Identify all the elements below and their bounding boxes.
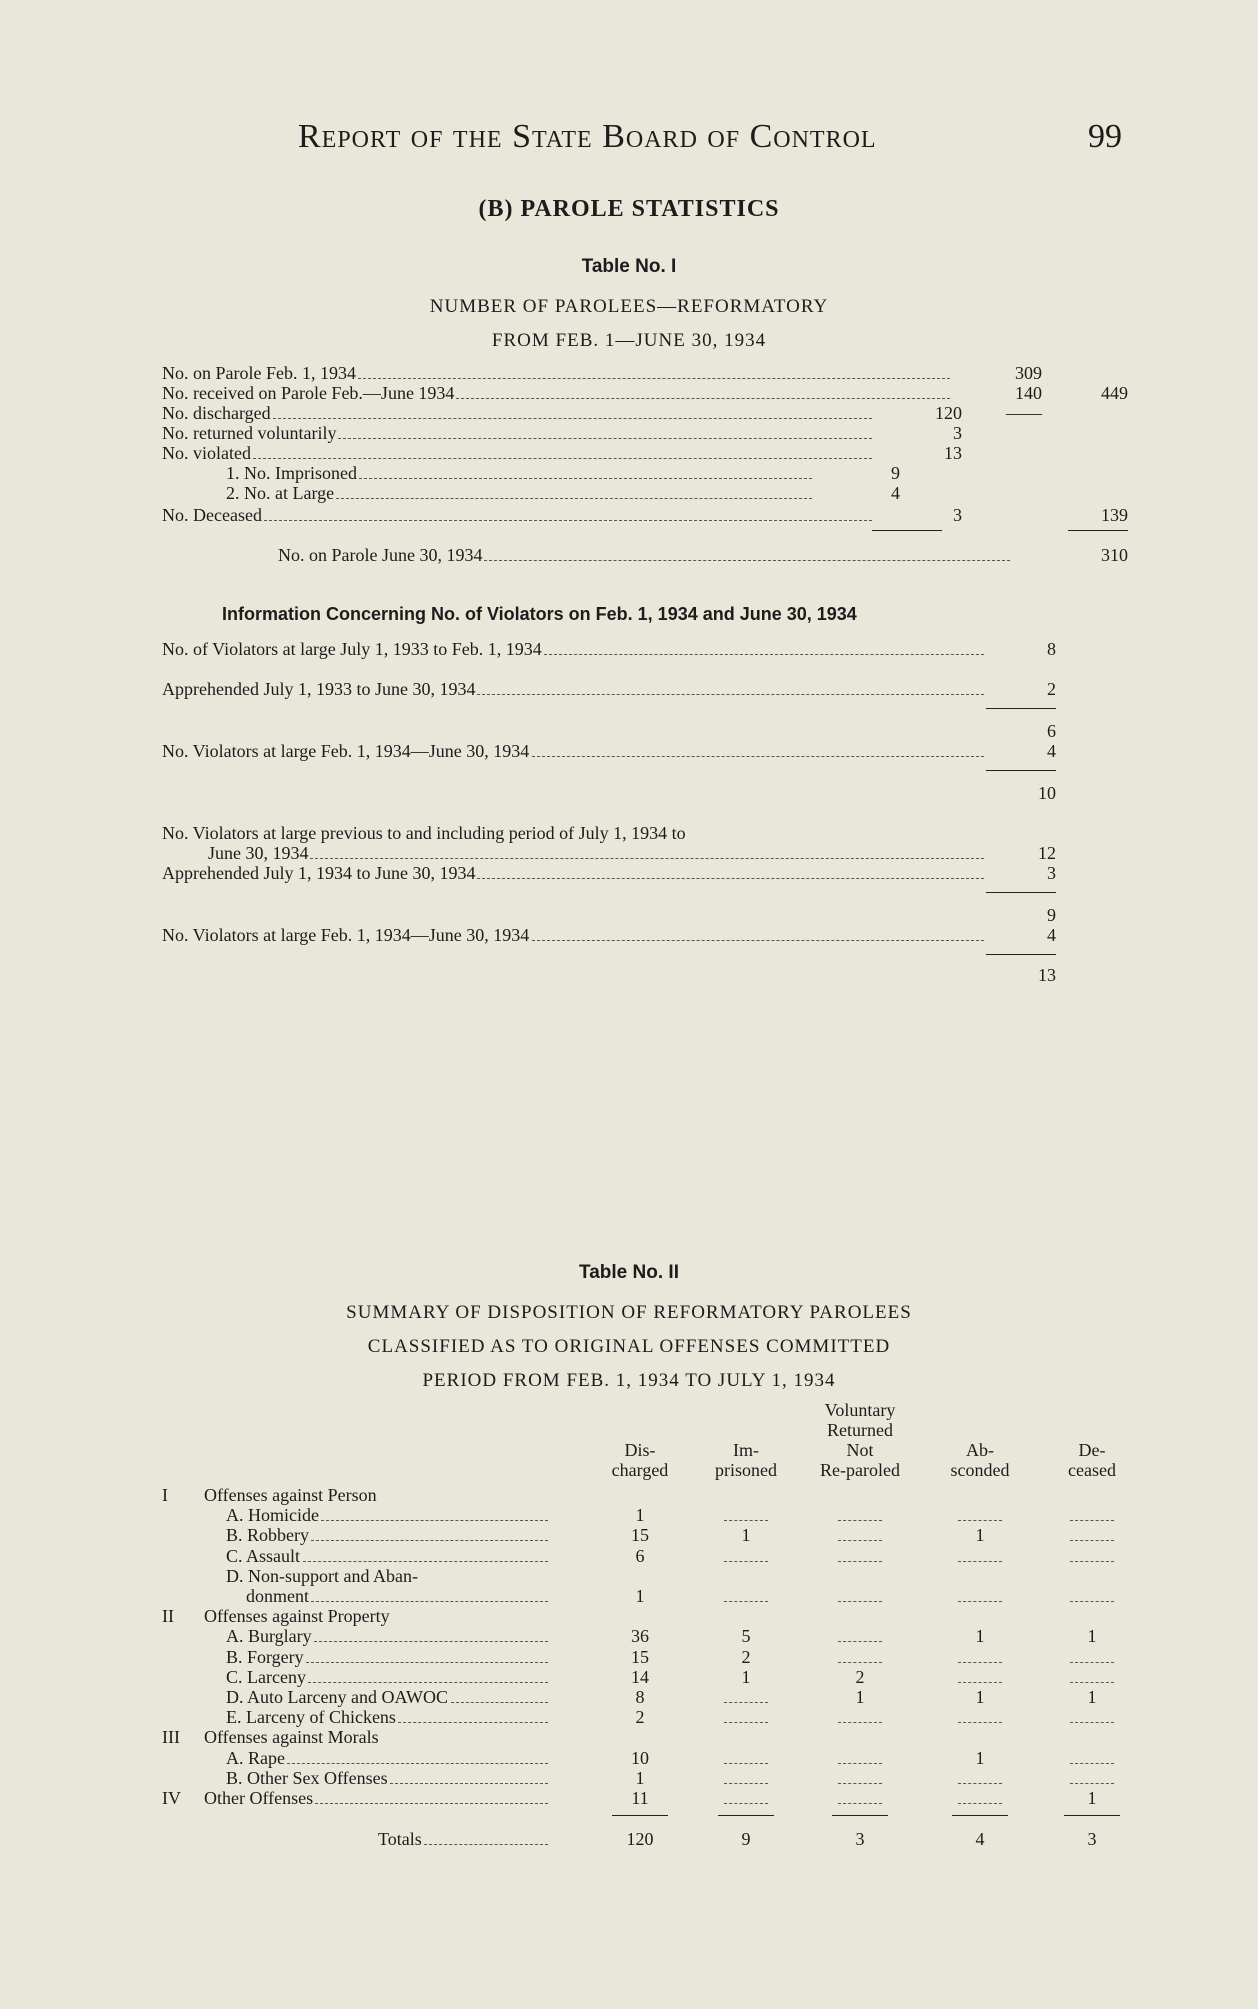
violators-row <box>0 842 1258 864</box>
dot-leader <box>253 458 872 459</box>
table2-row <box>0 1787 1258 1809</box>
empty-cell-dash <box>838 1561 882 1562</box>
dot-leader <box>336 498 812 499</box>
table1-value-c1: 120 <box>935 403 962 423</box>
table1-row <box>0 422 1258 444</box>
table2-row-label: C. Assault <box>226 1546 301 1566</box>
violators-row <box>0 904 1258 926</box>
empty-cell-dash <box>838 1662 882 1663</box>
violators-row-label: No. Violators at large Feb. 1, 1934—June 30, 1934 <box>162 741 530 761</box>
table2-cell: 1 <box>1087 1687 1097 1707</box>
dot-leader <box>321 1520 548 1521</box>
table2-header-line: De- <box>1078 1440 1106 1460</box>
table1-value-c0: 9 <box>891 463 900 483</box>
table2-total-cell: 9 <box>741 1829 751 1849</box>
table2-cell: 36 <box>631 1626 649 1646</box>
table2-cell: 1 <box>741 1667 751 1687</box>
sum-rule <box>952 1815 1008 1816</box>
table2-header-line: Not <box>846 1440 874 1460</box>
violators-row-value: 2 <box>1047 679 1056 699</box>
table2-row <box>0 1646 1258 1668</box>
empty-cell-dash <box>838 1520 882 1521</box>
table1-value-c3: 139 <box>1101 505 1128 525</box>
dot-leader <box>532 756 984 757</box>
violators-row-label: Apprehended July 1, 1933 to June 30, 1934 <box>162 679 476 699</box>
violators-row-value: 4 <box>1047 741 1056 761</box>
table2-row <box>0 1686 1258 1708</box>
table2-header-line: Returned <box>827 1420 893 1440</box>
table2-row <box>0 1767 1258 1789</box>
dot-leader <box>359 478 812 479</box>
empty-cell-dash <box>1070 1783 1114 1784</box>
table2-roman: I <box>162 1485 168 1505</box>
table1-row <box>0 362 1258 384</box>
dot-leader <box>314 1641 548 1642</box>
table2-caption-line3: PERIOD FROM FEB. 1, 1934 TO JULY 1, 1934 <box>422 1370 836 1391</box>
table2-column-header <box>686 1400 806 1480</box>
table2-row-label: A. Burglary <box>226 1626 312 1646</box>
table2-header-line: prisoned <box>715 1460 777 1480</box>
table2-row <box>0 1747 1258 1769</box>
sum-rule <box>986 954 1056 955</box>
table1-caption-line1: NUMBER OF PAROLEES—REFORMATORY <box>429 296 829 317</box>
table2-row <box>0 1625 1258 1647</box>
dot-leader <box>338 438 872 439</box>
table2-cell: 1 <box>635 1505 645 1525</box>
empty-cell-dash <box>1070 1540 1114 1541</box>
violators-row-value: 12 <box>1038 843 1056 863</box>
table2-row <box>0 1706 1258 1728</box>
table1-value-c1: 13 <box>944 443 962 463</box>
violators-row <box>0 822 1258 844</box>
dot-leader <box>315 1803 548 1804</box>
empty-cell-dash <box>1070 1763 1114 1764</box>
table2-roman: II <box>162 1606 174 1626</box>
table2-cell: 5 <box>741 1626 751 1646</box>
sum-rule <box>986 770 1056 771</box>
page-number: 99 <box>1088 118 1122 155</box>
table2-row-label: Offenses against Property <box>204 1606 390 1626</box>
dot-leader <box>311 1601 548 1602</box>
sum-rule <box>986 892 1056 893</box>
table2-header-line: Dis- <box>624 1440 656 1460</box>
table1-value-c2: 309 <box>1015 363 1042 383</box>
table1-value-c0: 4 <box>891 483 900 503</box>
table2-row-label: B. Other Sex Offenses <box>226 1768 388 1788</box>
table1-row-label: No. violated <box>162 443 251 463</box>
table2-row <box>0 1605 1258 1627</box>
table2-header-line: Ab- <box>966 1440 994 1460</box>
empty-cell-dash <box>838 1641 882 1642</box>
table2-row <box>0 1726 1258 1748</box>
running-title: Report of the State Board of Control <box>298 118 877 155</box>
table1-row-label: No. received on Parole Feb.—June 1934 <box>162 383 455 403</box>
violators-row <box>0 740 1258 762</box>
empty-cell-dash <box>838 1722 882 1723</box>
table1-value-c1: 3 <box>953 505 962 525</box>
table1-row <box>0 482 1258 504</box>
table2-header-line <box>686 1400 806 1420</box>
table2-row-label: A. Homicide <box>226 1505 319 1525</box>
table2-cell: 2 <box>741 1647 751 1667</box>
table1-row <box>0 462 1258 484</box>
violators-row <box>0 720 1258 742</box>
table2-totals-row <box>0 1828 1258 1850</box>
table2-row <box>0 1524 1258 1546</box>
table2-header-line <box>920 1420 1040 1440</box>
table2-column-header <box>1032 1400 1152 1480</box>
table1-row <box>0 504 1258 526</box>
table2-row-label: D. Auto Larceny and OAWOC <box>226 1687 449 1707</box>
empty-cell-dash <box>838 1540 882 1541</box>
table1-label: Table No. I <box>581 256 677 277</box>
dot-leader <box>303 1561 548 1562</box>
table2-totals-label: Totals <box>378 1829 422 1849</box>
table1-row <box>0 442 1258 464</box>
dot-leader <box>484 560 1010 561</box>
empty-cell-dash <box>1070 1722 1114 1723</box>
empty-cell-dash <box>958 1783 1002 1784</box>
table2-cell: 1 <box>635 1768 645 1788</box>
table2-row-label: donment <box>246 1586 309 1606</box>
table2-cell: 1 <box>975 1626 985 1646</box>
violators-row-value: 3 <box>1047 863 1056 883</box>
violators-row-label: No. Violators at large previous to and including period of July 1, 1934 to <box>162 823 686 843</box>
table2-cell: 15 <box>631 1525 649 1545</box>
violators-row <box>0 924 1258 946</box>
table2-row-label: C. Larceny <box>226 1667 306 1687</box>
empty-cell-dash <box>724 1561 768 1562</box>
table2-cell: 1 <box>975 1748 985 1768</box>
empty-cell-dash <box>958 1803 1002 1804</box>
table2-row <box>0 1585 1258 1607</box>
table1-value-c2: 140 <box>1015 383 1042 403</box>
empty-cell-dash <box>958 1682 1002 1683</box>
violators-row-value: 6 <box>1047 721 1056 741</box>
empty-cell-dash <box>1070 1662 1114 1663</box>
table2-cell: 2 <box>855 1667 865 1687</box>
dot-leader <box>308 1682 548 1683</box>
sum-rule <box>872 530 942 531</box>
table1-row-label: 2. No. at Large <box>226 483 335 503</box>
empty-cell-dash <box>724 1520 768 1521</box>
table2-cell: 10 <box>631 1748 649 1768</box>
table1-row-label: No. on Parole Feb. 1, 1934 <box>162 363 356 383</box>
table2-row-label: B. Robbery <box>226 1525 309 1545</box>
table2-caption-line1: SUMMARY OF DISPOSITION OF REFORMATORY PAROLEES <box>346 1302 912 1323</box>
table2-cell: 1 <box>975 1687 985 1707</box>
empty-cell-dash <box>1070 1520 1114 1521</box>
table2-header-line: ceased <box>1068 1460 1116 1480</box>
table1-total-value: 310 <box>1101 545 1128 565</box>
table2-row <box>0 1484 1258 1506</box>
dot-leader <box>390 1783 548 1784</box>
empty-cell-dash <box>1070 1561 1114 1562</box>
empty-cell-dash <box>1070 1601 1114 1602</box>
violators-info-heading: Information Concerning No. of Violators on Feb. 1, 1934 and June 30, 1934 <box>222 604 857 624</box>
violators-row-value: 4 <box>1047 925 1056 945</box>
dot-leader <box>477 694 984 695</box>
dot-leader <box>273 418 872 419</box>
table2-cell: 14 <box>631 1667 649 1687</box>
table2-row <box>0 1545 1258 1567</box>
empty-cell-dash <box>958 1722 1002 1723</box>
empty-cell-dash <box>724 1763 768 1764</box>
table2-header-line: Voluntary <box>824 1400 896 1420</box>
table2-column-header <box>580 1400 700 1480</box>
table1-total-label: No. on Parole June 30, 1934 <box>278 545 483 565</box>
violators-row-label: No. Violators at large Feb. 1, 1934—June 30, 1934 <box>162 925 530 945</box>
table2-caption-line2: CLASSIFIED AS TO ORIGINAL OFFENSES COMMITTED <box>367 1336 891 1357</box>
table2-column-header <box>800 1400 920 1480</box>
table2-row-label: D. Non-support and Aban- <box>226 1566 418 1586</box>
empty-cell-dash <box>724 1722 768 1723</box>
table1-value-c3: 449 <box>1101 383 1128 403</box>
table2-total-cell: 120 <box>626 1829 654 1849</box>
table2-column-header <box>920 1400 1040 1480</box>
violators-row-value: 9 <box>1047 905 1056 925</box>
table1-row <box>0 382 1258 404</box>
dot-leader <box>264 520 872 521</box>
empty-cell-dash <box>724 1783 768 1784</box>
table1-row-label: No. returned voluntarily <box>162 423 337 443</box>
empty-cell-dash <box>838 1803 882 1804</box>
table2-roman: IV <box>162 1788 181 1808</box>
table2-total-cell: 3 <box>855 1829 865 1849</box>
table2-cell: 2 <box>635 1707 645 1727</box>
table2-cell: 1 <box>855 1687 865 1707</box>
dot-leader <box>358 378 950 379</box>
table2-row <box>0 1565 1258 1587</box>
empty-cell-dash <box>1070 1682 1114 1683</box>
empty-cell-dash <box>724 1803 768 1804</box>
table2-header-line <box>920 1400 1040 1420</box>
table2-cell: 1 <box>975 1525 985 1545</box>
table1-value-c2: —— <box>1006 403 1042 423</box>
table2-header-line <box>1032 1420 1152 1440</box>
table2-header-line <box>1032 1400 1152 1420</box>
dot-leader <box>311 1540 548 1541</box>
violators-row <box>0 638 1258 660</box>
violators-row <box>0 678 1258 700</box>
table1-row <box>0 402 1258 424</box>
table2-cell: 6 <box>635 1546 645 1566</box>
table1-caption-line2: FROM FEB. 1—JUNE 30, 1934 <box>491 330 767 351</box>
dot-leader <box>398 1722 548 1723</box>
table2-cell: 1 <box>1087 1788 1097 1808</box>
violators-row-value: 8 <box>1047 639 1056 659</box>
dot-leader <box>310 858 984 859</box>
violators-row-value: 13 <box>1038 965 1056 985</box>
table2-cell: 1 <box>635 1586 645 1606</box>
table1-row-label: 1. No. Imprisoned <box>226 463 357 483</box>
table1-total-row <box>0 544 1258 566</box>
table2-row-label: Offenses against Morals <box>204 1727 379 1747</box>
section-title: (B) PAROLE STATISTICS <box>478 196 780 222</box>
violators-row-label: Apprehended July 1, 1934 to June 30, 1934 <box>162 863 476 883</box>
table2-cell: 15 <box>631 1647 649 1667</box>
table2-header-line <box>686 1420 806 1440</box>
table2-cell: 11 <box>631 1788 649 1808</box>
empty-cell-dash <box>838 1763 882 1764</box>
table2-row-label: Other Offenses <box>204 1788 314 1808</box>
violators-row-label: No. of Violators at large July 1, 1933 to Feb. 1, 1934 <box>162 639 542 659</box>
sum-rule <box>832 1815 888 1816</box>
table2-header-line: charged <box>611 1460 669 1480</box>
table2-header-line: sconded <box>950 1460 1010 1480</box>
table2-cell: 1 <box>741 1525 751 1545</box>
dot-leader <box>451 1702 548 1703</box>
table2-row-label: Offenses against Person <box>204 1485 377 1505</box>
table2-header-line <box>580 1400 700 1420</box>
empty-cell-dash <box>958 1662 1002 1663</box>
table1-value-c1: 3 <box>953 423 962 443</box>
dot-leader <box>287 1763 548 1764</box>
violators-row <box>0 964 1258 986</box>
dot-leader <box>477 878 984 879</box>
empty-cell-dash <box>724 1702 768 1703</box>
sum-rule <box>718 1815 774 1816</box>
dot-leader <box>532 940 984 941</box>
table2-total-cell: 3 <box>1087 1829 1097 1849</box>
violators-row-label: June 30, 1934 <box>208 843 309 863</box>
dot-leader <box>306 1662 548 1663</box>
table2-row-label: A. Rape <box>226 1748 285 1768</box>
table2-row <box>0 1504 1258 1526</box>
table2-row-label: B. Forgery <box>226 1647 304 1667</box>
table2-header-line: Re-paroled <box>820 1460 900 1480</box>
table2-cell: 1 <box>1087 1626 1097 1646</box>
table2-cell: 8 <box>635 1687 645 1707</box>
empty-cell-dash <box>958 1520 1002 1521</box>
empty-cell-dash <box>958 1601 1002 1602</box>
violators-row-value: 10 <box>1038 783 1056 803</box>
table2-row-label: E. Larceny of Chickens <box>226 1707 396 1727</box>
table1-row-label: No. Deceased <box>162 505 262 525</box>
empty-cell-dash <box>838 1783 882 1784</box>
violators-row <box>0 862 1258 884</box>
table2-roman: III <box>162 1727 180 1747</box>
violators-row <box>0 782 1258 804</box>
empty-cell-dash <box>958 1561 1002 1562</box>
dot-leader <box>456 398 950 399</box>
empty-cell-dash <box>838 1601 882 1602</box>
table2-row <box>0 1666 1258 1688</box>
empty-cell-dash <box>724 1601 768 1602</box>
sum-rule <box>612 1815 668 1816</box>
table2-header-line: Im- <box>733 1440 759 1460</box>
table2-total-cell: 4 <box>975 1829 985 1849</box>
sum-rule <box>986 708 1056 709</box>
dot-leader <box>424 1844 548 1845</box>
table1-row-label: No. discharged <box>162 403 271 423</box>
sum-rule <box>1068 530 1128 531</box>
sum-rule <box>1064 1815 1120 1816</box>
table2-label: Table No. II <box>579 1262 679 1283</box>
table2-header-line <box>580 1420 700 1440</box>
dot-leader <box>544 654 984 655</box>
